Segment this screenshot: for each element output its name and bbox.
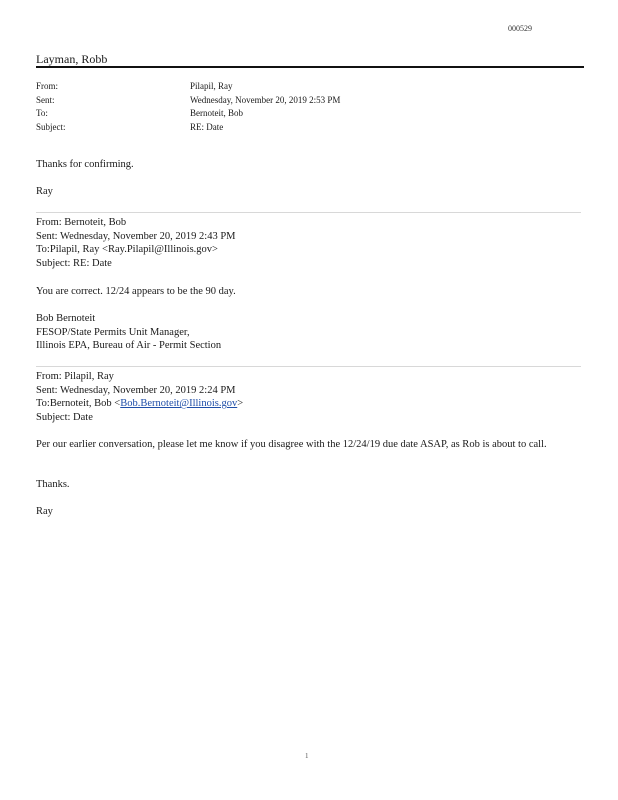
bates-number: 000529 (508, 24, 532, 33)
message-2-to: To:Pilapil, Ray <Ray.Pilapil@Illinois.gov> (36, 244, 218, 255)
message-separator (36, 212, 581, 213)
signature-org: Illinois EPA, Bureau of Air - Permit Section (36, 340, 222, 351)
message-3-to-suffix: > (237, 398, 244, 409)
email-header (36, 80, 576, 134)
header-from-value: Pilapil, Ray (190, 81, 233, 91)
header-subject-label: Subject: (36, 121, 66, 132)
message-2-sent: Sent: Wednesday, November 20, 2019 2:43 PM (36, 230, 236, 242)
message-2-signature (36, 312, 581, 353)
message-2-from: From: Bernoteit, Bob (36, 217, 127, 228)
owner-rule (36, 66, 584, 68)
message-2-subject: Subject: RE: Date (36, 257, 112, 269)
header-to-row (36, 107, 576, 121)
message-3-from: From: Pilapil, Ray (36, 371, 114, 382)
header-sent-value: Wednesday, November 20, 2019 2:53 PM (190, 94, 341, 105)
message-3-to (36, 397, 581, 411)
header-from-label: From: (36, 81, 59, 91)
message-3-sent: Sent: Wednesday, November 20, 2019 2:24 PM (36, 384, 236, 396)
message-3-signoff: Ray (36, 506, 53, 517)
message-2-header (36, 216, 581, 270)
signature-title: FESOP/State Permits Unit Manager, (36, 326, 190, 338)
header-from-row (36, 80, 576, 94)
message-separator (36, 366, 581, 367)
header-subject-row (36, 121, 576, 135)
header-to-value: Bernoteit, Bob (190, 108, 243, 118)
header-sent-row (36, 94, 576, 108)
email-link[interactable]: Bob.Bernoteit@Illinois.gov (120, 398, 238, 409)
mailbox-owner-name: Layman, Robb (36, 52, 108, 66)
message-1-signoff: Ray (36, 186, 53, 197)
message-3-thanks: Thanks. (36, 479, 70, 490)
message-3-body: Per our earlier conversation, please let me know if you disagree with the 12/24/19 due date ASAP, as Rob is about to call. (36, 439, 547, 450)
message-3-subject: Subject: Date (36, 411, 93, 423)
page-number: 1 (305, 752, 309, 760)
message-3-to-prefix: To:Bernoteit, Bob < (36, 398, 121, 409)
message-2-body: You are correct. 12/24 appears to be the 90 day. (36, 286, 236, 297)
header-to-label: To: (36, 108, 48, 118)
message-3-header (36, 370, 581, 424)
message-1-body: Thanks for confirming. (36, 159, 134, 170)
signature-name: Bob Bernoteit (36, 313, 96, 324)
header-sent-label: Sent: (36, 94, 55, 105)
header-subject-value: RE: Date (190, 121, 224, 132)
